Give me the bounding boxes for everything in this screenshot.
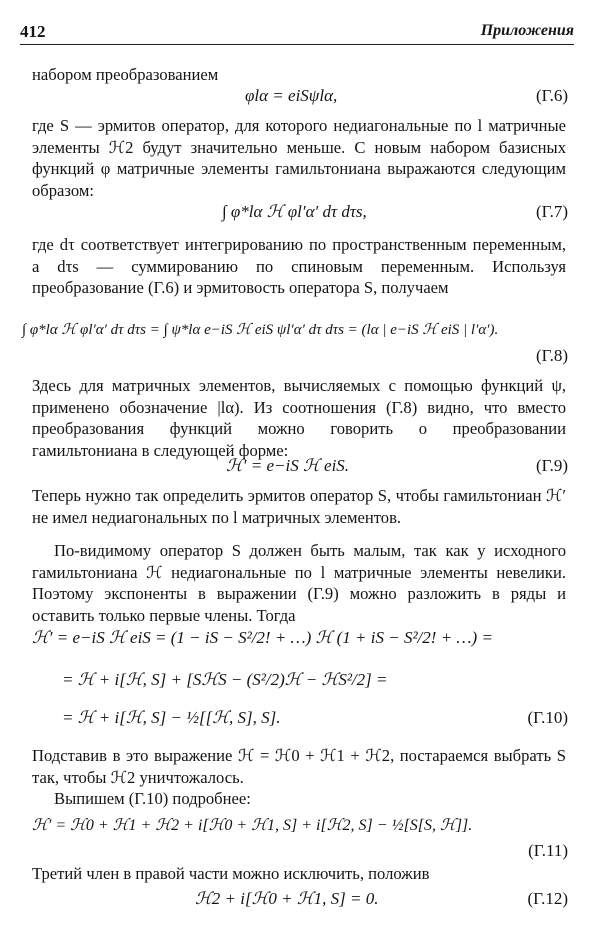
- paragraph: где dτ соответствует интегрированию по пространственным переменным, а dτs — суммированию по спиновым переменным. Используя преобразование (Г.6) и эрмитовость оператора S, получаем: [32, 235, 566, 297]
- equation-g10-line3: = ℋ + i[ℋ, S] − ½[[ℋ, S], S].: [62, 708, 281, 727]
- equation-label: (Г.6): [536, 86, 568, 105]
- equation-label: (Г.7): [536, 202, 568, 221]
- equation-g7: ∫ φ*lα ℋ φl′α′ dτ dτs,: [222, 202, 367, 221]
- running-header: [20, 20, 574, 45]
- equation-g11: ℋ′ = ℋ0 + ℋ1 + ℋ2 + i[ℋ0 + ℋ1, S] + i[ℋ2, S] − ½[S[S, ℋ]].: [32, 817, 473, 834]
- paragraph: Подставив в это выражение ℋ = ℋ0 + ℋ1 + ℋ2, постараемся выбрать S так, чтобы ℋ2 уничтожалось.: [32, 746, 566, 787]
- paragraph: набором преобразованием: [32, 65, 219, 84]
- equation-g10-line2: = ℋ + i[ℋ, S] + [SℋS − (S²/2)ℋ − ℋS²/2] =: [62, 670, 388, 689]
- equation-label: (Г.12): [527, 889, 568, 908]
- equation-label: (Г.11): [528, 841, 568, 860]
- paragraph: По-видимому оператор S должен быть малым, так как у исходного гамильтониана ℋ недиагональные по l матричные элементы невелики. Поэтому экспоненты в выражении (Г.9) можно разложить в ряды и оставить только первые члены. Тогда: [32, 541, 566, 625]
- equation-label: (Г.8): [536, 346, 568, 365]
- equation-g6: φlα = eiSψlα,: [245, 86, 338, 105]
- running-title: Приложения: [480, 22, 574, 39]
- equation-g12: ℋ2 + i[ℋ0 + ℋ1, S] = 0.: [195, 889, 379, 908]
- equation-g9: ℋ′ = e−iS ℋ eiS.: [226, 456, 350, 475]
- paragraph: Выпишем (Г.10) подробнее:: [54, 789, 251, 808]
- equation-g10-line1: ℋ′ = e−iS ℋ eiS = (1 − iS − S²/2! + …) ℋ (1 + iS − S²/2! + …) =: [32, 628, 493, 647]
- paragraph: Теперь нужно так определить эрмитов оператор S, чтобы гамильтониан ℋ′ не имел недиагональных по l матричных элементов.: [32, 486, 566, 527]
- paragraph: где S — эрмитов оператор, для которого недиагональные по l матричные элементы ℋ2 будут значительно меньше. С новым набором базисных функций φ матричные элементы гамильтониана выражаются следующим образом:: [32, 116, 566, 200]
- equation-label: (Г.9): [536, 456, 568, 475]
- equation-label: (Г.10): [527, 708, 568, 727]
- paragraph: Третий член в правой части можно исключить, положив: [32, 864, 430, 883]
- equation-g8: ∫ φ*lα ℋ φl′α′ dτ dτs = ∫ ψ*lα e−iS ℋ eiS ψl′α′ dτ dτs = (lα | e−iS ℋ eiS | l′α′).: [22, 322, 499, 338]
- paragraph: Здесь для матричных элементов, вычисляемых с помощью функций ψ, применено обозначение |lα). Из соотношения (Г.8) видно, что вместо преобразования функций можно говорить о преобразовании гамильтониана в следующей форме:: [32, 376, 566, 460]
- page-number: 412: [20, 22, 46, 41]
